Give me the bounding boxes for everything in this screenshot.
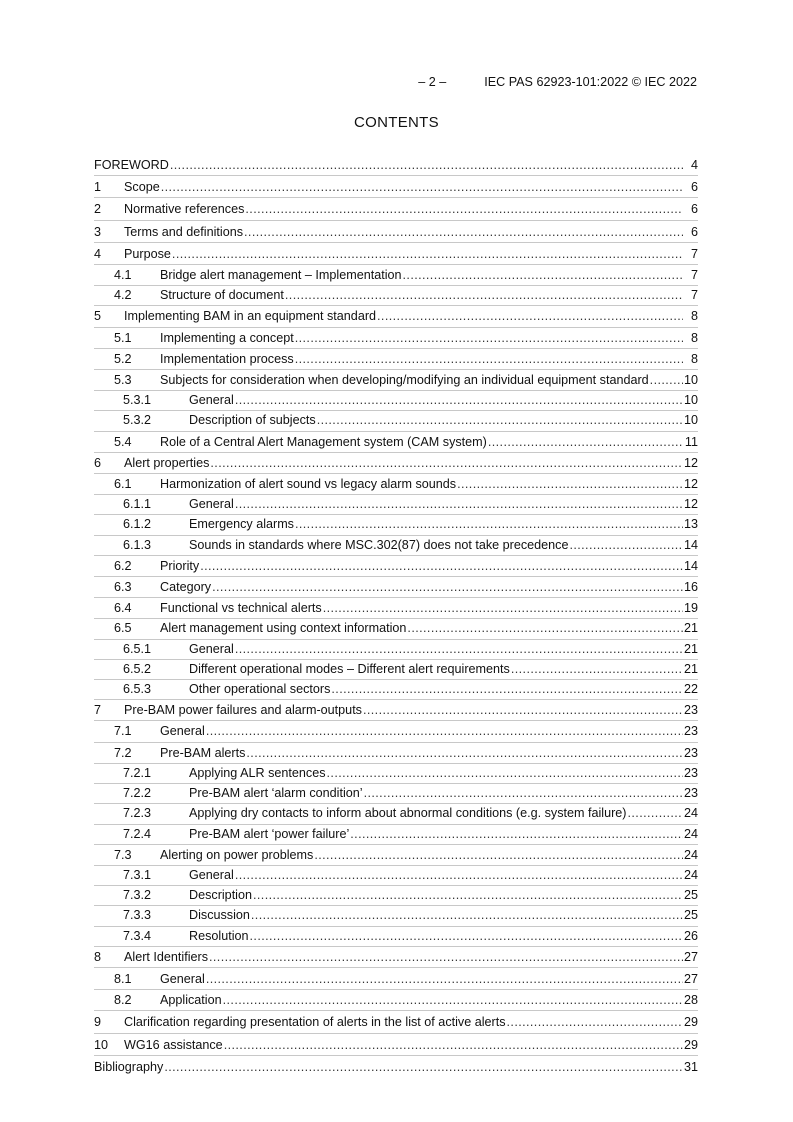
- toc-entry-number: 2: [94, 202, 102, 217]
- toc-entry-number: 7.3.1: [123, 867, 152, 882]
- toc-entry-number: 5.3: [114, 373, 132, 388]
- toc-entry-page: 24: [683, 826, 698, 841]
- toc-entry-page: 27: [683, 971, 698, 986]
- toc-entry[interactable]: [94, 156, 698, 175]
- row-divider: [94, 452, 698, 453]
- toc-entry-title: Normative references: [124, 202, 245, 217]
- toc-entry[interactable]: [94, 1013, 698, 1032]
- toc-entry-title: Sounds in standards where MSC.302(87) does not take precedence: [189, 537, 569, 552]
- dot-leader: [331, 680, 683, 699]
- toc-entry-page: 10: [683, 393, 698, 408]
- toc-entry-number: 1: [94, 180, 102, 195]
- toc-entry-title: WG16 assistance: [124, 1037, 223, 1052]
- dot-leader: [317, 411, 683, 430]
- toc-entry-page: 16: [683, 580, 698, 595]
- toc-entry[interactable]: [94, 178, 698, 197]
- toc-entry-number: 5: [94, 309, 102, 324]
- toc-entry-title: Implementation process: [160, 351, 294, 366]
- toc-entry-title: Terms and definitions: [124, 224, 244, 239]
- toc-entry-number: 6: [94, 455, 102, 470]
- toc-entry-title: Implementing BAM in an equipment standard: [124, 309, 377, 324]
- row-divider: [94, 242, 698, 243]
- toc-entry-page: 22: [683, 682, 698, 697]
- toc-entry-number: 8.1: [114, 971, 132, 986]
- toc-entry-page: 8: [690, 330, 698, 345]
- dot-leader: [295, 515, 683, 534]
- row-divider: [94, 220, 698, 221]
- dot-leader: [488, 433, 683, 452]
- toc-entry-number: 7.2: [114, 745, 132, 760]
- toc-entry-title: Alert Identifiers: [124, 949, 208, 964]
- toc-entry-title: Alerting on power problems: [160, 847, 314, 862]
- toc-entry[interactable]: [94, 906, 698, 925]
- dot-leader: [206, 970, 683, 989]
- document-id: IEC PAS 62923-101:2022 © IEC 2022: [484, 75, 697, 89]
- toc-entry-title: Category: [160, 580, 212, 595]
- toc-entry-page: 6: [690, 180, 698, 195]
- toc-entry-page: 25: [683, 908, 698, 923]
- toc-entry-title: Harmonization of alert sound vs legacy alarm sounds: [160, 477, 457, 492]
- toc-entry-page: 23: [683, 703, 698, 718]
- toc-entry-number: 3: [94, 224, 102, 239]
- row-divider: [94, 348, 698, 349]
- toc-entry-number: 7.2.3: [123, 806, 152, 821]
- toc-entry[interactable]: [94, 536, 698, 555]
- toc-entry[interactable]: [94, 307, 698, 326]
- toc-entry-number: 6.1.3: [123, 537, 152, 552]
- row-divider: [94, 989, 698, 990]
- toc-entry-title: Resolution: [189, 928, 249, 943]
- toc-entry-title: General: [160, 724, 205, 739]
- toc-entry-page: 4: [690, 158, 698, 172]
- toc-entry-page: 29: [683, 1037, 698, 1052]
- toc-entry-title: Scope: [124, 180, 160, 195]
- toc-entry[interactable]: [94, 557, 698, 576]
- toc-entry-page: 24: [683, 867, 698, 882]
- dot-leader: [164, 1058, 683, 1077]
- toc-entry-title: Functional vs technical alerts: [160, 601, 322, 616]
- toc-entry-page: 11: [684, 434, 698, 449]
- toc-entry[interactable]: [94, 640, 698, 659]
- dot-leader: [403, 266, 683, 285]
- dot-leader: [206, 722, 683, 741]
- dot-leader: [350, 825, 683, 844]
- dot-leader: [212, 578, 683, 597]
- row-divider: [94, 1010, 698, 1011]
- row-divider: [94, 197, 698, 198]
- toc-entry-title: Implementing a concept: [160, 330, 294, 345]
- toc-entry-page: 7: [690, 246, 698, 261]
- dot-leader: [170, 156, 683, 175]
- toc-entry-number: 5.4: [114, 434, 132, 449]
- toc-entry[interactable]: [94, 886, 698, 905]
- toc-entry[interactable]: [94, 391, 698, 410]
- dot-leader: [235, 391, 683, 410]
- dot-leader: [285, 286, 683, 305]
- toc-entry-title: Description: [189, 888, 252, 903]
- dot-leader: [407, 619, 683, 638]
- toc-entry-page: 28: [683, 993, 698, 1008]
- dot-leader: [377, 307, 683, 326]
- toc-entry[interactable]: [94, 722, 698, 741]
- toc-entry-number: 7.3.3: [123, 908, 152, 923]
- dot-leader: [235, 866, 683, 885]
- toc-entry-page: 21: [683, 621, 698, 636]
- toc-entry-number: 9: [94, 1015, 102, 1030]
- toc-entry-page: 14: [683, 537, 698, 552]
- toc-entry[interactable]: [94, 475, 698, 494]
- toc-entry[interactable]: [94, 578, 698, 597]
- toc-entry[interactable]: [94, 619, 698, 638]
- page-number: – 2 –: [418, 75, 447, 89]
- toc-entry-title: Structure of document: [160, 288, 284, 303]
- toc-entry-title: Description of subjects: [189, 413, 316, 428]
- toc-entry[interactable]: [94, 970, 698, 989]
- toc-entry-page: 8: [690, 309, 698, 324]
- dot-leader: [223, 991, 683, 1010]
- toc-entry-page: 6: [690, 202, 698, 217]
- toc-entry[interactable]: [94, 371, 698, 390]
- row-divider: [94, 264, 698, 265]
- toc-entry[interactable]: [94, 948, 698, 967]
- toc-entry[interactable]: [94, 495, 698, 514]
- toc-entry-page: 14: [683, 558, 698, 573]
- dot-leader: [251, 906, 683, 925]
- dot-leader: [507, 1013, 683, 1032]
- toc-entry-title: Pre-BAM alert ‘power failure’: [189, 826, 350, 841]
- toc-entry-number: 4: [94, 246, 102, 261]
- toc-entry-title: Emergency alarms: [189, 517, 294, 532]
- toc-entry[interactable]: [94, 329, 698, 348]
- toc-entry-page: 23: [683, 765, 698, 780]
- toc-entry-title: General: [189, 393, 234, 408]
- toc-entry-page: 29: [683, 1015, 698, 1030]
- toc-entry-title: Bibliography: [94, 1059, 164, 1074]
- dot-leader: [511, 660, 683, 679]
- toc-entry-title: General: [160, 971, 205, 986]
- dot-leader: [209, 948, 683, 967]
- dot-leader: [295, 329, 683, 348]
- toc-entry-number: 6.5.2: [123, 661, 152, 676]
- dot-leader: [314, 846, 683, 865]
- toc-entry[interactable]: [94, 991, 698, 1010]
- toc-entry-number: 8: [94, 949, 102, 964]
- toc-entry-number: 10: [94, 1037, 109, 1052]
- toc-entry-page: 31: [683, 1059, 698, 1074]
- page-header: [418, 75, 697, 89]
- toc-entry-title: Different operational modes – Different alert requirements: [189, 661, 510, 676]
- toc-entry-title: Pre-BAM alert ‘alarm condition’: [189, 786, 363, 801]
- table-of-contents: [94, 156, 698, 1077]
- toc-entry[interactable]: [94, 660, 698, 679]
- toc-entry-title: Application: [160, 993, 222, 1008]
- toc-entry-title: Pre-BAM power failures and alarm-outputs: [124, 703, 362, 718]
- row-divider: [94, 473, 698, 474]
- toc-entry[interactable]: [94, 223, 698, 242]
- toc-entry-page: 23: [683, 724, 698, 739]
- toc-entry-page: 21: [683, 641, 698, 656]
- row-divider: [94, 1033, 698, 1034]
- row-divider: [94, 699, 698, 700]
- toc-entry[interactable]: [94, 846, 698, 865]
- row-divider: [94, 946, 698, 947]
- toc-entry-title: Pre-BAM alerts: [160, 745, 246, 760]
- toc-entry-page: 24: [683, 847, 698, 862]
- toc-entry-title: FOREWORD: [94, 158, 169, 172]
- toc-entry-title: Discussion: [189, 908, 250, 923]
- row-divider: [94, 305, 698, 306]
- toc-entry-number: 7.2.2: [123, 786, 152, 801]
- toc-entry-page: 12: [683, 497, 698, 512]
- toc-entry-number: 5.2: [114, 351, 132, 366]
- toc-entry-page: 6: [690, 224, 698, 239]
- toc-entry-title: Priority: [160, 558, 200, 573]
- dot-leader: [250, 927, 683, 946]
- toc-entry[interactable]: [94, 515, 698, 534]
- toc-entry[interactable]: [94, 599, 698, 618]
- toc-entry-page: 23: [683, 745, 698, 760]
- toc-entry-page: 12: [683, 455, 698, 470]
- row-divider: [94, 967, 698, 968]
- toc-entry-title: Bridge alert management – Implementation: [160, 268, 402, 283]
- toc-entry[interactable]: [94, 764, 698, 783]
- dot-leader: [363, 701, 683, 720]
- toc-entry-page: 12: [683, 477, 698, 492]
- toc-entry-number: 6.5.3: [123, 682, 152, 697]
- toc-entry[interactable]: [94, 866, 698, 885]
- toc-entry-title: Subjects for consideration when developing/modifying an individual equipment standard: [160, 373, 649, 388]
- dot-leader: [224, 1036, 683, 1055]
- row-divider: [94, 1055, 698, 1056]
- dot-leader: [323, 599, 683, 618]
- toc-entry[interactable]: [94, 804, 698, 823]
- dot-leader: [295, 350, 683, 369]
- toc-entry-number: 7.3.2: [123, 888, 152, 903]
- toc-entry-title: Applying ALR sentences: [189, 765, 326, 780]
- toc-entry[interactable]: [94, 411, 698, 430]
- toc-entry-number: 8.2: [114, 993, 132, 1008]
- toc-entry-page: 7: [690, 288, 698, 303]
- toc-entry-number: 6.1: [114, 477, 132, 492]
- toc-entry[interactable]: [94, 286, 698, 305]
- dot-leader: [628, 804, 683, 823]
- dot-leader: [235, 495, 683, 514]
- toc-entry[interactable]: [94, 744, 698, 763]
- dot-leader: [327, 764, 683, 783]
- toc-entry-page: 25: [683, 888, 698, 903]
- row-divider: [94, 844, 698, 845]
- toc-entry-title: General: [189, 867, 234, 882]
- dot-leader: [200, 557, 683, 576]
- dot-leader: [246, 744, 683, 763]
- toc-entry-title: General: [189, 497, 234, 512]
- row-divider: [94, 175, 698, 176]
- toc-entry[interactable]: [94, 245, 698, 264]
- toc-entry-number: 5.1: [114, 330, 132, 345]
- toc-entry-title: Clarification regarding presentation of alerts in the list of active alerts: [124, 1015, 506, 1030]
- row-divider: [94, 742, 698, 743]
- toc-entry-number: 7.2.1: [123, 765, 152, 780]
- dot-leader: [210, 454, 683, 473]
- toc-entry[interactable]: [94, 1058, 698, 1077]
- dot-leader: [253, 886, 683, 905]
- row-divider: [94, 431, 698, 432]
- toc-entry-number: 6.5.1: [123, 641, 152, 656]
- toc-entry-title: Role of a Central Alert Management system (CAM system): [160, 434, 487, 449]
- toc-entry-number: 6.5: [114, 621, 132, 636]
- toc-entry-page: 7: [690, 268, 698, 283]
- page-title: CONTENTS: [354, 114, 439, 131]
- toc-entry[interactable]: [94, 350, 698, 369]
- toc-entry[interactable]: [94, 433, 698, 452]
- toc-entry-page: 19: [683, 601, 698, 616]
- toc-entry-title: Alert management using context information: [160, 621, 407, 636]
- toc-entry[interactable]: [94, 701, 698, 720]
- toc-entry[interactable]: [94, 680, 698, 699]
- toc-entry-number: 7.2.4: [123, 826, 152, 841]
- toc-entry-page: 10: [683, 413, 698, 428]
- toc-entry-page: 10: [683, 373, 698, 388]
- dot-leader: [245, 200, 683, 219]
- toc-entry-number: 6.1.2: [123, 517, 152, 532]
- toc-entry[interactable]: [94, 200, 698, 219]
- toc-entry-page: 21: [683, 661, 698, 676]
- toc-entry-title: Purpose: [124, 246, 171, 261]
- dot-leader: [161, 178, 683, 197]
- row-divider: [94, 555, 698, 556]
- row-divider: [94, 597, 698, 598]
- dot-leader: [364, 784, 683, 803]
- toc-entry-number: 6.3: [114, 580, 132, 595]
- toc-entry-title: Applying dry contacts to inform about abnormal conditions (e.g. system failure): [189, 806, 627, 821]
- dot-leader: [457, 475, 683, 494]
- dot-leader: [569, 536, 683, 555]
- row-divider: [94, 369, 698, 370]
- toc-entry-number: 6.2: [114, 558, 132, 573]
- toc-entry-number: 6.4: [114, 601, 132, 616]
- toc-entry-number: 7.1: [114, 724, 132, 739]
- toc-entry[interactable]: [94, 784, 698, 803]
- toc-entry-page: 26: [683, 928, 698, 943]
- toc-entry-number: 7: [94, 703, 102, 718]
- toc-entry-page: 23: [683, 786, 698, 801]
- toc-entry-page: 27: [683, 949, 698, 964]
- toc-entry[interactable]: [94, 927, 698, 946]
- row-divider: [94, 327, 698, 328]
- toc-entry-number: 5.3.1: [123, 393, 152, 408]
- dot-leader: [172, 245, 683, 264]
- dot-leader: [650, 371, 683, 390]
- toc-entry-title: Alert properties: [124, 455, 210, 470]
- toc-entry[interactable]: [94, 825, 698, 844]
- toc-entry-number: 7.3: [114, 847, 132, 862]
- dot-leader: [235, 640, 683, 659]
- toc-entry-title: General: [189, 641, 234, 656]
- toc-entry-number: 4.2: [114, 288, 132, 303]
- toc-entry-number: 5.3.2: [123, 413, 152, 428]
- toc-entry[interactable]: [94, 266, 698, 285]
- toc-entry-page: 24: [683, 806, 698, 821]
- toc-entry[interactable]: [94, 1036, 698, 1055]
- toc-entry-page: 8: [690, 351, 698, 366]
- dot-leader: [244, 223, 683, 242]
- toc-entry-number: 6.1.1: [123, 497, 152, 512]
- row-divider: [94, 720, 698, 721]
- toc-entry[interactable]: [94, 454, 698, 473]
- toc-entry-number: 7.3.4: [123, 928, 152, 943]
- row-divider: [94, 576, 698, 577]
- toc-entry-number: 4.1: [114, 268, 132, 283]
- toc-entry-page: 13: [683, 517, 698, 532]
- toc-entry-title: Other operational sectors: [189, 682, 331, 697]
